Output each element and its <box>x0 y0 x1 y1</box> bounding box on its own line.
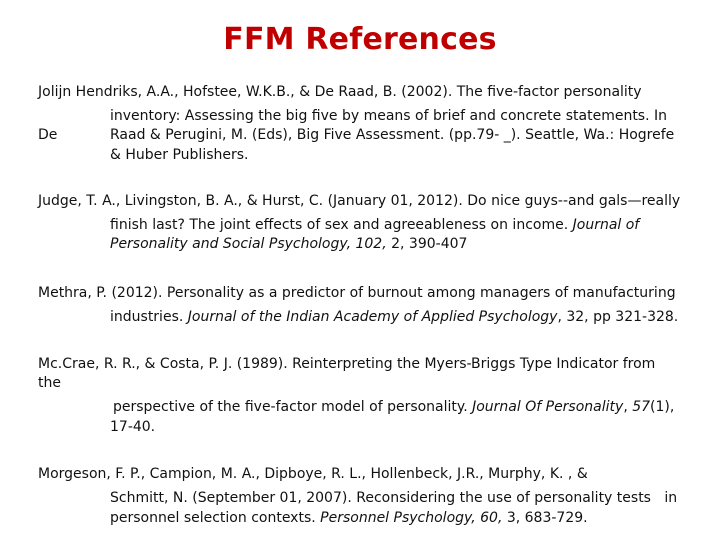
ref2-journal-part1: Journal of <box>572 217 640 233</box>
ref4-volume: 57 <box>632 399 651 415</box>
ref5-issue-pages: 3, 683-729. <box>506 510 588 526</box>
ref2-line2 <box>110 215 639 235</box>
ref1-line1: Jolijn Hendriks, A.A., Hofstee, W.K.B., & De Raad, B. (2002). The five-factor personality <box>38 84 642 100</box>
ref3-volume-pages: , 32, pp 321-328. <box>557 309 679 325</box>
ref4-line2: the <box>38 375 61 391</box>
ref1-margin-note: De <box>38 127 58 143</box>
ref3-journal: Journal of the Indian Academy of Applied Psychology <box>187 309 558 325</box>
ref3-line2-pre: industries. <box>110 309 184 325</box>
ref5-line1: Morgeson, F. P., Campion, M. A., Dipboye, R. L., Hollenbeck, J.R., Murphy, K. , & <box>38 466 588 482</box>
ref2-line2-text: finish last? The joint effects of sex and agreeableness on income. <box>110 217 569 233</box>
ref5-line3-pre: personnel selection contexts. <box>110 510 316 526</box>
ref2-issue-pages: 2, 390-407 <box>391 236 468 252</box>
ref5-line2: Schmitt, N. (September 01, 2007). Reconsidering the use of personality tests in <box>110 490 678 506</box>
ref2-line1: Judge, T. A., Livingston, B. A., & Hurst, C. (January 01, 2012). Do nice guys--and gals—really <box>38 193 681 209</box>
ref4-issue: (1), <box>650 399 675 415</box>
ref1-line3: Raad & Perugini, M. (Eds), Big Five Assessment. (pp.79- _). Seattle, Wa.: Hogrefe <box>110 127 675 143</box>
ref4-line3 <box>113 397 674 417</box>
ref1-line2: inventory: Assessing the big five by means of brief and concrete statements. In <box>110 108 667 124</box>
ref4-journal: Journal Of Personality <box>472 399 624 415</box>
ref4-comma: , <box>623 399 628 415</box>
slide-title: FFM References <box>223 22 497 57</box>
ref1-line4: & Huber Publishers. <box>110 147 249 163</box>
ref5-journal: Personnel Psychology, 60, <box>320 510 503 526</box>
ref3-line1: Methra, P. (2012). Personality as a predictor of burnout among managers of manufacturing <box>38 285 676 301</box>
ref2-line3 <box>110 234 467 254</box>
ref4-line4: 17-40. <box>110 419 156 435</box>
ref3-line2 <box>110 307 678 327</box>
ref2-journal-part2: Personality and Social Psychology, 102, <box>110 236 387 252</box>
ref5-line3 <box>110 508 588 528</box>
ref4-line3-pre: perspective of the five-factor model of personality. <box>113 399 468 415</box>
ref4-line1: Mc.Crae, R. R., & Costa, P. J. (1989). Reinterpreting the Myers-Briggs Type Indicator from <box>38 356 656 372</box>
